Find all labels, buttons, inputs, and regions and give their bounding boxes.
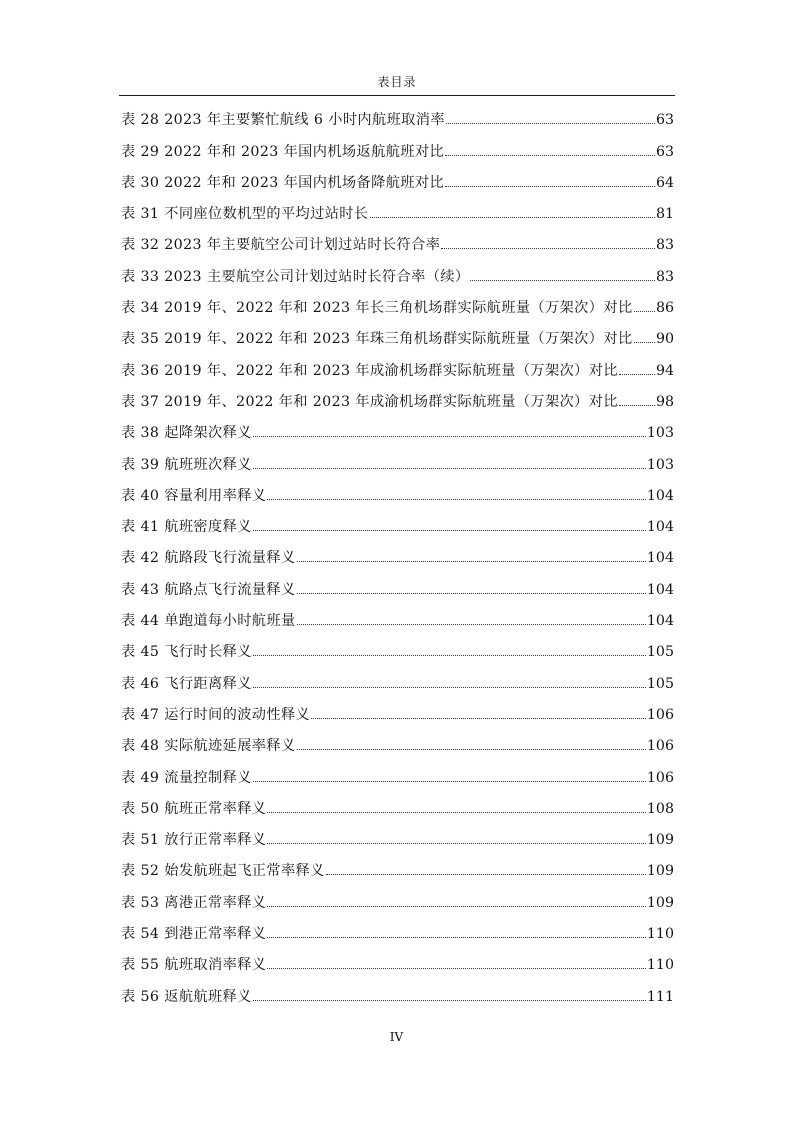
toc-entry[interactable] bbox=[121, 880, 674, 911]
dot-leader bbox=[619, 405, 655, 406]
toc-entry[interactable] bbox=[121, 161, 674, 192]
toc-entry-page-number: 104 bbox=[646, 487, 674, 504]
table-of-tables-list bbox=[121, 98, 674, 1006]
toc-entry[interactable] bbox=[121, 411, 674, 442]
dot-leader bbox=[267, 968, 646, 969]
toc-entry-label: 表 45 飞行时长释义 bbox=[121, 644, 252, 661]
dot-leader bbox=[445, 186, 655, 187]
dot-leader bbox=[267, 937, 646, 938]
toc-entry-label: 表 40 容量利用率释义 bbox=[121, 487, 267, 504]
dot-leader bbox=[253, 687, 646, 688]
toc-entry[interactable] bbox=[121, 317, 674, 348]
dot-leader bbox=[470, 280, 654, 281]
toc-entry-label: 表 44 单跑道每小时航班量 bbox=[121, 613, 296, 630]
toc-entry[interactable] bbox=[121, 129, 674, 160]
toc-entry[interactable] bbox=[121, 661, 674, 692]
toc-entry[interactable] bbox=[121, 192, 674, 223]
dot-leader bbox=[311, 718, 646, 719]
toc-entry-label: 表 38 起降架次释义 bbox=[121, 425, 252, 442]
toc-entry-page-number: 109 bbox=[646, 863, 674, 880]
toc-entry[interactable] bbox=[121, 693, 674, 724]
toc-entry[interactable] bbox=[121, 98, 674, 129]
dot-leader bbox=[253, 468, 646, 469]
toc-entry-page-number: 83 bbox=[655, 268, 674, 285]
toc-entry-page-number: 105 bbox=[646, 644, 674, 661]
dot-leader bbox=[619, 374, 655, 375]
dot-leader bbox=[253, 1000, 646, 1001]
toc-entry-label: 表 28 2023 年主要繁忙航线 6 小时内航班取消率 bbox=[121, 112, 445, 129]
dot-leader bbox=[267, 499, 646, 500]
toc-entry-page-number: 109 bbox=[646, 894, 674, 911]
toc-entry-label: 表 43 航路点飞行流量释义 bbox=[121, 581, 296, 598]
toc-entry-label: 表 52 始发航班起飞正常率释义 bbox=[121, 863, 325, 880]
toc-entry-label: 表 51 放行正常率释义 bbox=[121, 832, 267, 849]
toc-entry-page-number: 103 bbox=[646, 456, 674, 473]
dot-leader bbox=[441, 248, 655, 249]
toc-entry-page-number: 104 bbox=[646, 550, 674, 567]
toc-entry[interactable] bbox=[121, 599, 674, 630]
toc-entry-label: 表 47 运行时间的波动性释义 bbox=[121, 706, 311, 723]
dot-leader bbox=[297, 561, 646, 562]
toc-entry[interactable] bbox=[121, 536, 674, 567]
dot-leader bbox=[297, 749, 646, 750]
dot-leader bbox=[297, 593, 646, 594]
toc-entry-page-number: 111 bbox=[646, 988, 674, 1005]
page-header-title: 表目录 bbox=[377, 75, 417, 89]
toc-entry-page-number: 86 bbox=[655, 300, 674, 317]
toc-entry[interactable] bbox=[121, 348, 674, 379]
toc-entry[interactable] bbox=[121, 912, 674, 943]
toc-entry-page-number: 109 bbox=[646, 832, 674, 849]
toc-entry-page-number: 104 bbox=[646, 581, 674, 598]
toc-entry-page-number: 104 bbox=[646, 519, 674, 536]
toc-entry-page-number: 90 bbox=[655, 331, 674, 348]
dot-leader bbox=[267, 906, 646, 907]
toc-entry-label: 表 34 2019 年、2022 年和 2023 年长三角机场群实际航班量（万架次）对比 bbox=[121, 300, 633, 317]
toc-entry[interactable] bbox=[121, 442, 674, 473]
dot-leader bbox=[446, 123, 655, 124]
header-rule bbox=[119, 95, 675, 96]
toc-entry-label: 表 37 2019 年、2022 年和 2023 年成渝机场群实际航班量（万架次）对比 bbox=[121, 393, 618, 410]
toc-entry[interactable] bbox=[121, 223, 674, 254]
toc-entry-label: 表 35 2019 年、2022 年和 2023 年珠三角机场群实际航班量（万架次）对比 bbox=[121, 331, 633, 348]
dot-leader bbox=[445, 155, 655, 156]
toc-entry[interactable] bbox=[121, 755, 674, 786]
toc-entry[interactable] bbox=[121, 724, 674, 755]
toc-entry-label: 表 49 流量控制释义 bbox=[121, 769, 252, 786]
toc-entry-page-number: 105 bbox=[646, 675, 674, 692]
toc-entry-label: 表 55 航班取消率释义 bbox=[121, 957, 267, 974]
toc-entry[interactable] bbox=[121, 849, 674, 880]
toc-entry-label: 表 56 返航航班释义 bbox=[121, 988, 252, 1005]
toc-entry-label: 表 54 到港正常率释义 bbox=[121, 926, 267, 943]
dot-leader bbox=[253, 655, 646, 656]
toc-entry[interactable] bbox=[121, 818, 674, 849]
toc-entry-label: 表 42 航路段飞行流量释义 bbox=[121, 550, 296, 567]
toc-entry-page-number: 106 bbox=[646, 738, 674, 755]
toc-entry-label: 表 39 航班班次释义 bbox=[121, 456, 252, 473]
toc-entry-page-number: 106 bbox=[646, 706, 674, 723]
toc-entry[interactable] bbox=[121, 254, 674, 285]
toc-entry-page-number: 83 bbox=[655, 237, 674, 254]
toc-entry-page-number: 64 bbox=[655, 174, 674, 191]
toc-entry-page-number: 63 bbox=[655, 143, 674, 160]
page-number: IV bbox=[389, 1030, 404, 1044]
toc-entry-page-number: 94 bbox=[655, 362, 674, 379]
toc-entry[interactable] bbox=[121, 286, 674, 317]
toc-entry-label: 表 41 航班密度释义 bbox=[121, 519, 252, 536]
dot-leader bbox=[326, 874, 646, 875]
toc-entry-page-number: 106 bbox=[646, 769, 674, 786]
toc-entry-label: 表 50 航班正常率释义 bbox=[121, 800, 267, 817]
toc-entry-label: 表 30 2022 年和 2023 年国内机场备降航班对比 bbox=[121, 174, 445, 191]
toc-entry-page-number: 108 bbox=[646, 800, 674, 817]
toc-entry-page-number: 81 bbox=[655, 206, 674, 223]
toc-entry-label: 表 29 2022 年和 2023 年国内机场返航航班对比 bbox=[121, 143, 445, 160]
toc-entry[interactable] bbox=[121, 943, 674, 974]
dot-leader bbox=[253, 781, 646, 782]
toc-entry-label: 表 31 不同座位数机型的平均过站时长 bbox=[121, 206, 369, 223]
toc-entry-label: 表 32 2023 年主要航空公司计划过站时长符合率 bbox=[121, 237, 441, 254]
toc-entry-label: 表 36 2019 年、2022 年和 2023 年成渝机场群实际航班量（万架次）对比 bbox=[121, 362, 618, 379]
toc-entry[interactable] bbox=[121, 505, 674, 536]
dot-leader bbox=[297, 624, 646, 625]
toc-entry-label: 表 53 离港正常率释义 bbox=[121, 894, 267, 911]
toc-entry-page-number: 63 bbox=[655, 112, 674, 129]
toc-entry[interactable] bbox=[121, 787, 674, 818]
toc-entry[interactable] bbox=[121, 567, 674, 598]
toc-entry-page-number: 103 bbox=[646, 425, 674, 442]
toc-entry-page-number: 110 bbox=[646, 957, 674, 974]
toc-entry-label: 表 33 2023 主要航空公司计划过站时长符合率（续） bbox=[121, 268, 470, 285]
toc-entry-page-number: 110 bbox=[646, 926, 674, 943]
toc-entry[interactable] bbox=[121, 630, 674, 661]
dot-leader bbox=[634, 311, 655, 312]
toc-entry[interactable] bbox=[121, 974, 674, 1005]
toc-entry-label: 表 48 实际航迹延展率释义 bbox=[121, 738, 296, 755]
toc-entry-page-number: 104 bbox=[646, 613, 674, 630]
toc-entry[interactable] bbox=[121, 380, 674, 411]
dot-leader bbox=[634, 342, 655, 343]
dot-leader bbox=[253, 436, 646, 437]
dot-leader bbox=[267, 843, 646, 844]
dot-leader bbox=[370, 217, 655, 218]
dot-leader bbox=[267, 812, 646, 813]
dot-leader bbox=[253, 530, 646, 531]
toc-entry-page-number: 98 bbox=[655, 393, 674, 410]
toc-entry[interactable] bbox=[121, 474, 674, 505]
toc-entry-label: 表 46 飞行距离释义 bbox=[121, 675, 252, 692]
